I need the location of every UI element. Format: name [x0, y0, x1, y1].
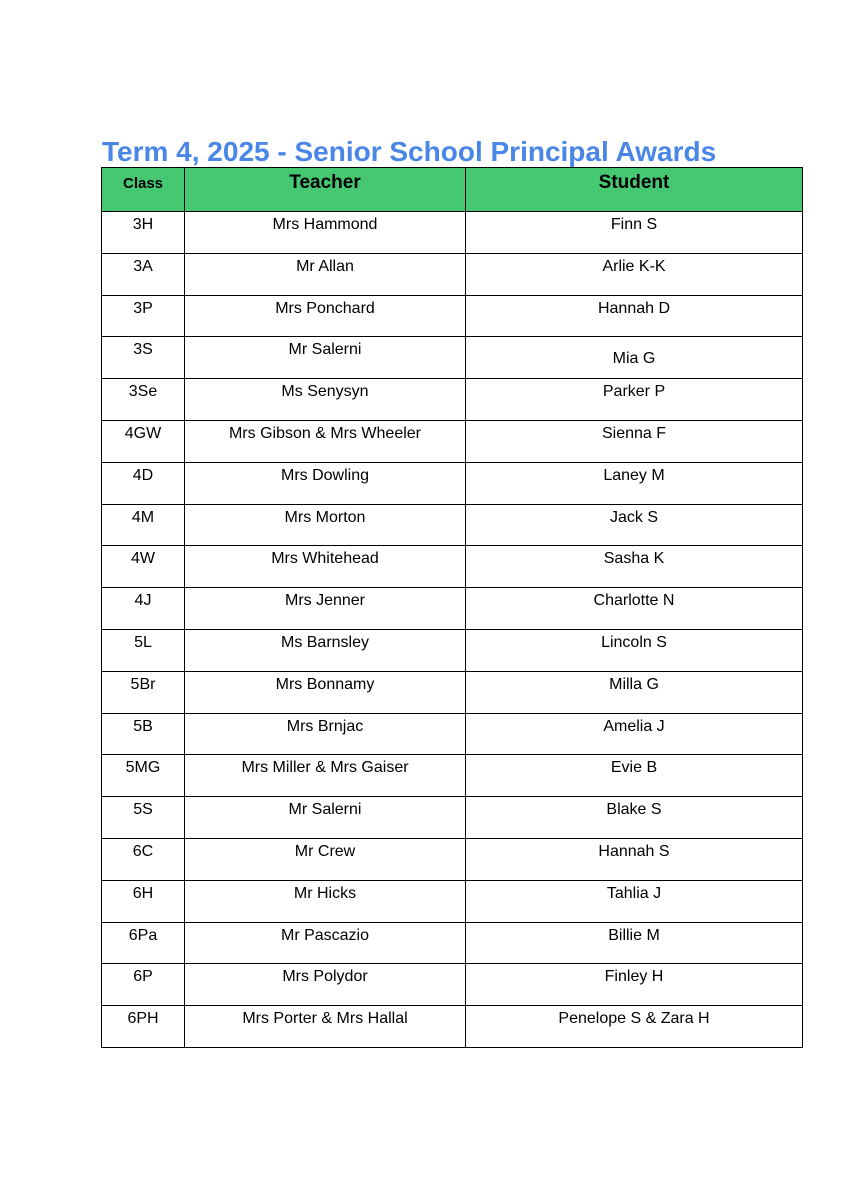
cell-teacher: Mrs Ponchard [185, 295, 466, 337]
cell-student: Laney M [466, 462, 803, 504]
cell-class: 4GW [102, 420, 185, 462]
table-row [102, 880, 803, 922]
cell-teacher: Mrs Jenner [185, 588, 466, 630]
header-teacher: Teacher [185, 168, 466, 212]
cell-student: Hannah S [466, 838, 803, 880]
cell-class: 3P [102, 295, 185, 337]
cell-class: 5MG [102, 755, 185, 797]
table-header-row [102, 168, 803, 212]
cell-teacher: Mrs Whitehead [185, 546, 466, 588]
cell-teacher: Mrs Polydor [185, 964, 466, 1006]
cell-teacher: Mrs Miller & Mrs Gaiser [185, 755, 466, 797]
cell-teacher: Mr Salerni [185, 337, 466, 379]
cell-teacher: Mrs Bonnamy [185, 671, 466, 713]
cell-teacher: Mrs Porter & Mrs Hallal [185, 1006, 466, 1048]
page-title: Term 4, 2025 - Senior School Principal Awards [102, 136, 717, 167]
table-row [102, 797, 803, 839]
cell-class: 4D [102, 462, 185, 504]
cell-student: Penelope S & Zara H [466, 1006, 803, 1048]
cell-student: Arlie K-K [466, 253, 803, 295]
cell-class: 3S [102, 337, 185, 379]
table-row [102, 1006, 803, 1048]
table-row [102, 504, 803, 546]
cell-student: Parker P [466, 379, 803, 421]
cell-teacher: Ms Barnsley [185, 629, 466, 671]
table-row [102, 546, 803, 588]
cell-student: Mia G [466, 337, 803, 379]
cell-class: 6Pa [102, 922, 185, 964]
cell-class: 5B [102, 713, 185, 755]
cell-student: Sienna F [466, 420, 803, 462]
table-row [102, 838, 803, 880]
table-row [102, 629, 803, 671]
awards-table [101, 167, 803, 1048]
cell-class: 3A [102, 253, 185, 295]
cell-student: Hannah D [466, 295, 803, 337]
cell-teacher: Mrs Hammond [185, 212, 466, 254]
table-row [102, 462, 803, 504]
table-row [102, 671, 803, 713]
cell-student: Jack S [466, 504, 803, 546]
cell-student: Evie B [466, 755, 803, 797]
cell-student: Milla G [466, 671, 803, 713]
cell-teacher: Mr Crew [185, 838, 466, 880]
table-row [102, 295, 803, 337]
cell-class: 6P [102, 964, 185, 1006]
cell-student: Billie M [466, 922, 803, 964]
table-row [102, 253, 803, 295]
cell-student: Amelia J [466, 713, 803, 755]
cell-student: Tahlia J [466, 880, 803, 922]
table-row [102, 379, 803, 421]
cell-student: Lincoln S [466, 629, 803, 671]
table-row [102, 713, 803, 755]
cell-teacher: Mr Pascazio [185, 922, 466, 964]
table-row [102, 964, 803, 1006]
cell-teacher: Mr Allan [185, 253, 466, 295]
cell-teacher: Mr Hicks [185, 880, 466, 922]
table-row [102, 337, 803, 379]
cell-student: Blake S [466, 797, 803, 839]
table-row [102, 212, 803, 254]
cell-teacher: Mrs Dowling [185, 462, 466, 504]
cell-teacher: Mrs Brnjac [185, 713, 466, 755]
cell-class: 6H [102, 880, 185, 922]
table-row [102, 755, 803, 797]
cell-teacher: Ms Senysyn [185, 379, 466, 421]
cell-teacher: Mrs Gibson & Mrs Wheeler [185, 420, 466, 462]
table-body [102, 212, 803, 1048]
cell-class: 5Br [102, 671, 185, 713]
cell-class: 3H [102, 212, 185, 254]
cell-class: 4J [102, 588, 185, 630]
cell-class: 4M [102, 504, 185, 546]
cell-student: Finn S [466, 212, 803, 254]
table-row [102, 420, 803, 462]
header-class: Class [102, 168, 185, 212]
cell-student: Finley H [466, 964, 803, 1006]
header-student: Student [466, 168, 803, 212]
cell-class: 5L [102, 629, 185, 671]
cell-class: 6C [102, 838, 185, 880]
cell-teacher: Mr Salerni [185, 797, 466, 839]
table-row [102, 922, 803, 964]
cell-teacher: Mrs Morton [185, 504, 466, 546]
cell-class: 6PH [102, 1006, 185, 1048]
cell-student: Sasha K [466, 546, 803, 588]
cell-class: 3Se [102, 379, 185, 421]
cell-class: 4W [102, 546, 185, 588]
cell-student: Charlotte N [466, 588, 803, 630]
cell-class: 5S [102, 797, 185, 839]
table-row [102, 588, 803, 630]
